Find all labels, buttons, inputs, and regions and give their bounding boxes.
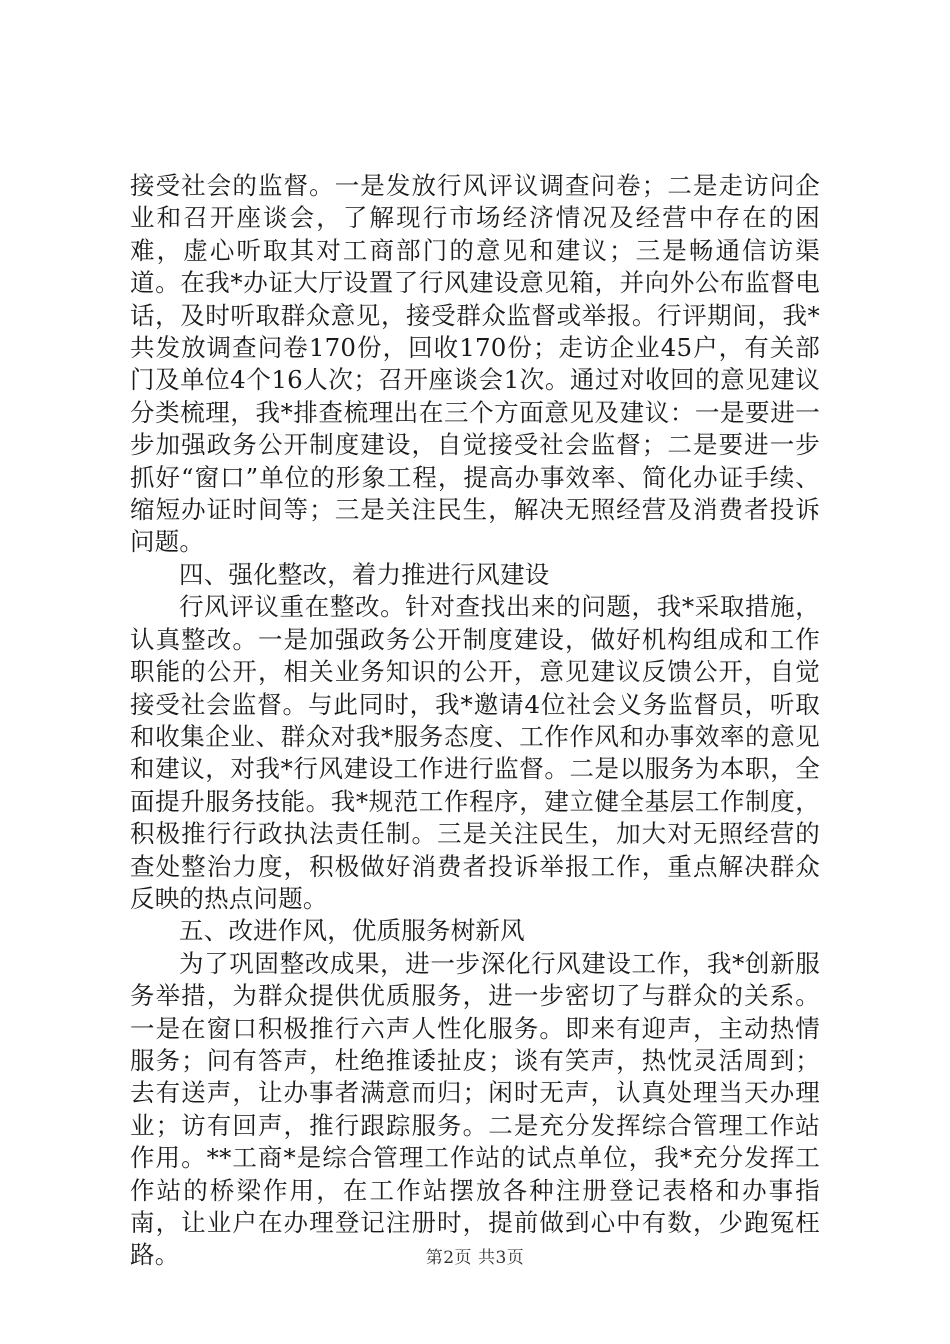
paragraph-service: 为了巩固整改成果，进一步深化行风建设工作，我*创新服务举措，为群众提供优质服务，进一步密切了与群众的关系。一是在窗口积极推行六声人性化服务。即来有迎声，主动热情服务；问有答声，杜绝推诿扯皮；谈有笑声，热忱灵活周到；去有送声，让办事者满意而归；闲时无声，认真处理当天办理业；访有回声，推行跟踪服务。二是充分发挥综合管理工作站作用。**工商*是综合管理工作站的试点单位，我*充分发挥工作站的桥梁作用，在工作站摆放各种注册登记表格和办事指南，让业户在办理登记注册时，提前做到心中有数，少跑冤枉路。 [130, 948, 820, 1270]
page-number-footer: 第2页 共3页 [425, 1248, 525, 1268]
document-body [130, 170, 820, 1272]
paragraph-supervision: 接受社会的监督。一是发放行风评议调查问卷；二是走访问企业和召开座谈会，了解现行市场经济情况及经营中存在的困难，虚心听取其对工商部门的意见和建议；三是畅通信访渠道。在我*办证大厅设置了行风建设意见箱，并向外公布监督电话，及时听取群众意见，接受群众监督或举报。行评期间，我*共发放调查问卷170份，回收170份；走访企业45户，有关部门及单位4个16人次；召开座谈会1次。通过对收回的意见建议分类梳理，我*排查梳理出在三个方面意见及建议：一是要进一步加强政务公开制度建设，自觉接受社会监督；二是要进一步抓好“窗口”单位的形象工程，提高办事效率、简化办证手续、缩短办证时间等；三是关注民生，解决无照经营及消费者投诉问题。 [130, 171, 820, 557]
section-heading-service: 五、改进作风，优质服务树新风 [179, 916, 525, 946]
section-heading-rectification: 四、强化整改，着力推进行风建设 [179, 559, 550, 589]
paragraph-rectification: 行风评议重在整改。针对查找出来的问题，我*采取措施，认真整改。一是加强政务公开制度建设，做好机构组成和工作职能的公开，相关业务知识的公开，意见建议反馈公开，自觉接受社会监督。与此同时，我*邀请4位社会义务监督员，听取和收集企业、群众对我*服务态度、工作作风和办事效率的意见和建议，对我*行风建设工作进行监督。二是以服务为本职，全面提升服务技能。我*规范工作程序，建立健全基层工作制度，积极推行行政执法责任制。三是关注民生，加大对无照经营的查处整治力度，积极做好消费者投诉举报工作，重点解决群众反映的热点问题。 [130, 592, 820, 913]
